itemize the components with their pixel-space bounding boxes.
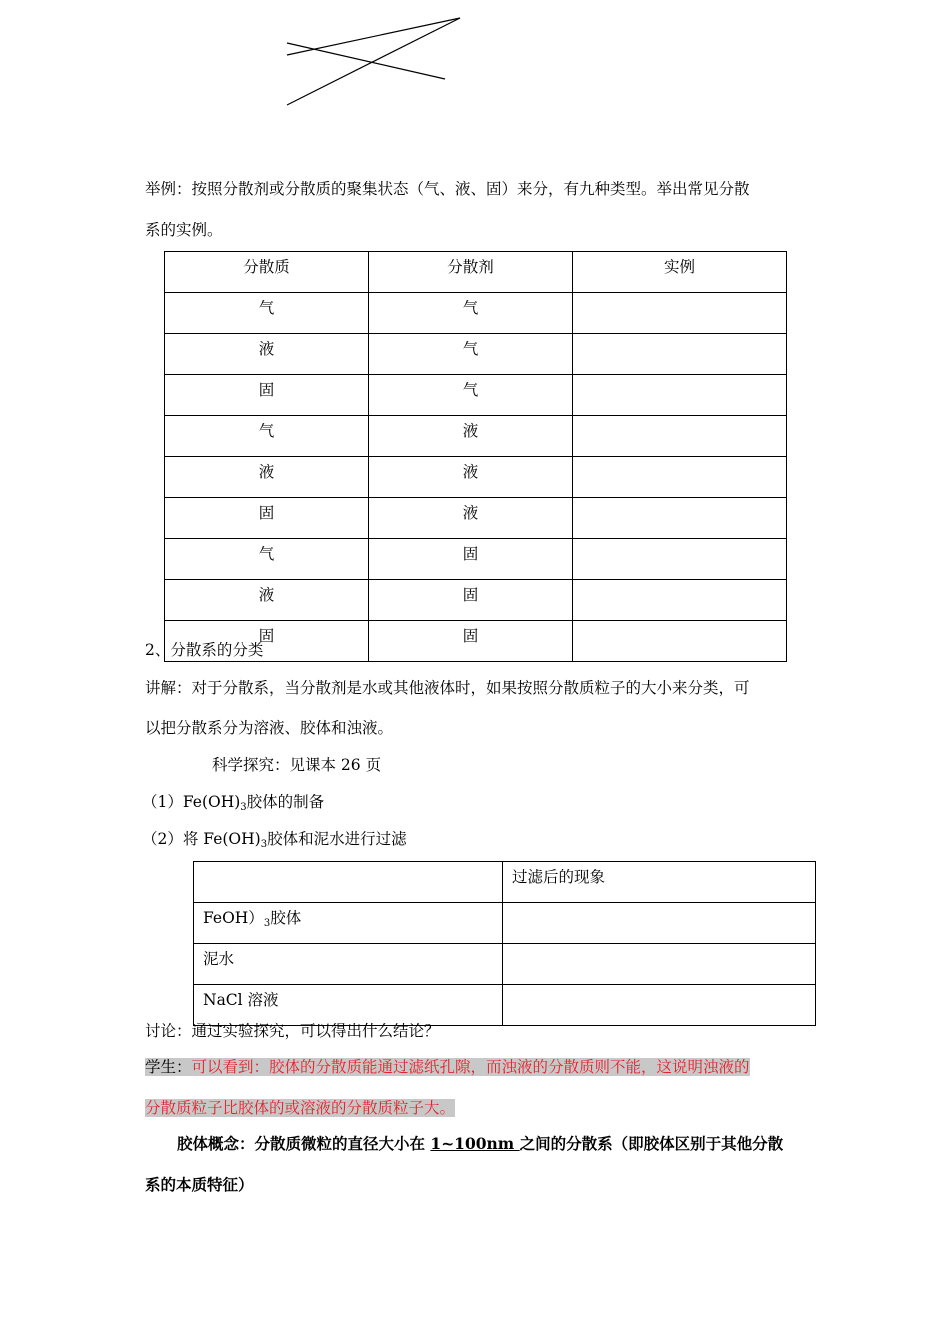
cell: 气 <box>165 539 369 580</box>
table-row <box>165 375 787 416</box>
table-row <box>194 944 816 985</box>
example-cell <box>573 621 787 662</box>
cell: 液 <box>165 334 369 375</box>
cell: 气 <box>369 375 573 416</box>
example-cell <box>573 334 787 375</box>
row-label-colloid <box>194 903 503 944</box>
concept-post: 之间的分散系（即胶体区别于其他分散 <box>519 1134 784 1153</box>
line-c <box>287 18 460 105</box>
discussion-question: 讨论：通过实验探究，可以得出什么结论？ <box>145 1022 440 1040</box>
cell: 固 <box>165 498 369 539</box>
explain-line-1: 讲解：对于分散系，当分散剂是水或其他液体时，如果按照分散质粒子的大小来分类，可 <box>145 679 750 697</box>
crossing-lines-drawing <box>0 0 950 120</box>
intro-line-2: 系的实例。 <box>145 221 223 239</box>
colloid-concept-line-2: 系的本质特征） <box>145 1175 254 1194</box>
example-cell <box>573 580 787 621</box>
cell: 气 <box>165 293 369 334</box>
student-answer-line-1 <box>145 1055 750 1077</box>
example-cell <box>573 293 787 334</box>
row-1-subscript: 3 <box>263 918 271 929</box>
header-phenomenon: 过滤后的现象 <box>503 862 816 903</box>
concept-range: 1~100nm <box>430 1134 520 1153</box>
result-cell <box>503 944 816 985</box>
table-row <box>165 293 787 334</box>
table-header-row <box>165 252 787 293</box>
item-2-subscript: 3 <box>260 839 268 850</box>
header-dispersant: 分散剂 <box>369 252 573 293</box>
result-cell <box>503 903 816 944</box>
item-2-pre: （2）将 Fe(OH) <box>142 830 261 848</box>
cell: 液 <box>369 498 573 539</box>
student-label: 学生： <box>145 1058 192 1076</box>
table-row <box>165 539 787 580</box>
cell: 固 <box>165 375 369 416</box>
table-header-row <box>194 862 816 903</box>
example-cell <box>573 498 787 539</box>
cell: 固 <box>369 580 573 621</box>
dispersion-types-table <box>164 251 787 662</box>
example-cell <box>573 375 787 416</box>
section-2-heading: 2、分散系的分类 <box>145 641 264 659</box>
cell: 固 <box>165 621 369 662</box>
header-example: 实例 <box>573 252 787 293</box>
empty-header-cell <box>194 862 503 903</box>
example-cell <box>573 457 787 498</box>
cell: 液 <box>369 416 573 457</box>
row-1-post: 胶体 <box>270 909 302 927</box>
item-1-subscript: 3 <box>240 802 247 813</box>
inquiry-line: 科学探究：见课本 26 页 <box>212 756 382 774</box>
filtration-table <box>193 861 816 1026</box>
cell: 液 <box>165 457 369 498</box>
row-label-nacl: NaCl 溶液 <box>194 985 503 1026</box>
result-cell <box>503 985 816 1026</box>
cell: 固 <box>369 539 573 580</box>
table-row <box>194 903 816 944</box>
explain-line-2: 以把分散系分为溶液、胶体和浊液。 <box>145 719 394 737</box>
cell: 固 <box>369 621 573 662</box>
item-2-post: 胶体和泥水进行过滤 <box>267 830 407 848</box>
row-label-muddy-water: 泥水 <box>194 944 503 985</box>
line-b <box>287 43 445 79</box>
colloid-concept-line-1 <box>177 1132 783 1154</box>
cell: 气 <box>369 293 573 334</box>
concept-pre: 胶体概念：分散质微粒的直径大小在 <box>177 1134 431 1153</box>
answer-text-1: 可以看到：胶体的分散质能通过滤纸孔隙，而浊液的分散质则不能，这说明浊液的 <box>191 1058 750 1076</box>
example-cell <box>573 416 787 457</box>
example-cell <box>573 539 787 580</box>
table-row <box>165 580 787 621</box>
table-row <box>165 334 787 375</box>
cell: 液 <box>369 457 573 498</box>
answer-text-2: 分散质粒子比胶体的或溶液的分散质粒子大。 <box>145 1099 456 1117</box>
table-row <box>165 416 787 457</box>
intro-line-1: 举例：按照分散剂或分散质的聚集状态（气、液、固）来分，有九种类型。举出常见分散 <box>145 180 750 198</box>
item-1 <box>142 790 324 813</box>
item-1-post: 胶体的制备 <box>246 793 325 811</box>
item-1-pre: （1）Fe(OH) <box>142 793 241 811</box>
student-answer-line-2 <box>145 1096 455 1118</box>
table-row <box>165 498 787 539</box>
item-2 <box>142 827 407 850</box>
cell: 气 <box>369 334 573 375</box>
table-row <box>165 457 787 498</box>
cell: 液 <box>165 580 369 621</box>
row-1-pre: FeOH） <box>203 909 264 927</box>
cell: 气 <box>165 416 369 457</box>
header-dispersoid: 分散质 <box>165 252 369 293</box>
